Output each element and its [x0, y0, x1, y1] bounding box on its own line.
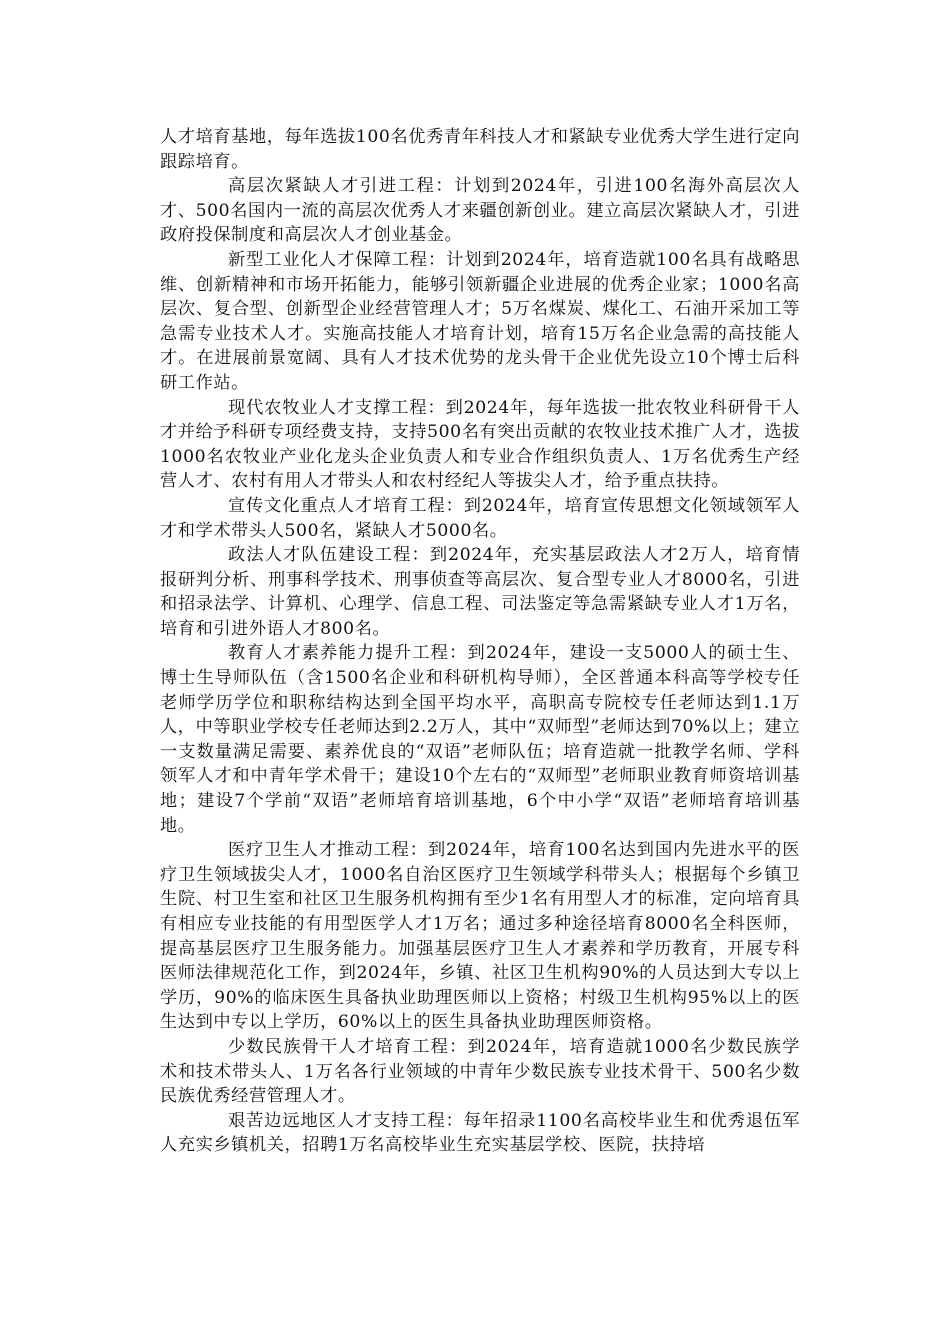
paragraph-remote-area-talent: 艰苦边远地区人才支持工程：每年招录1100名高校毕业生和优秀退伍军人充实乡镇机关，招聘1万名高校毕业生充实基层学校、医院，扶持培 [160, 1110, 800, 1156]
paragraph-modern-agriculture-talent: 现代农牧业人才支撑工程：到2024年，每年选拔一批农牧业科研骨干人才并给予科研专项经费支持，支持500名有突出贡献的农牧业技术推广人才，选拔1000名农牧业产业化龙头企业负责人和专业合作组织负责人、1万名优秀生产经营人才、农村有用人才带头人和农村经纪人等拔尖人才，给予重点扶持。 [160, 397, 800, 492]
paragraph-political-legal-talent: 政法人才队伍建设工程：到2024年，充实基层政法人才2万人，培育情报研判分析、刑事科学技术、刑事侦查等高层次、复合型专业人才8000名，引进和招录法学、计算机、心理学、信息工程、司法鉴定等急需紧缺专业人才1万名，培育和引进外语人才800名。 [160, 545, 800, 639]
paragraph-high-level-talent-introduction: 高层次紧缺人才引进工程：计划到2024年，引进100名海外高层次人才、500名国内一流的高层次优秀人才来疆创新创业。建立高层次紧缺人才，引进政府投保制度和高层次人才创业基金。 [160, 176, 800, 246]
paragraph-ethnic-minority-talent: 少数民族骨干人才培育工程：到2024年，培育造就1000名少数民族学术和技术带头人、1万名各行业领域的中青年少数民族专业技术骨干、500名少数民族优秀经营管理人才。 [160, 1036, 800, 1107]
paragraph-publicity-culture-talent: 宣传文化重点人才培育工程：到2024年，培育宣传思想文化领域领军人才和学术带头人500名，紧缺人才5000名。 [160, 495, 800, 541]
paragraph-education-talent: 教育人才素养能力提升工程：到2024年，建设一支5000人的硕士生、博士生导师队伍（含1500名企业和科研机构导师），全区普通本科高等学校专任老师学历学位和职称结构达到全国平均水平，高职高专院校专任老师达到1.1万人，中等职业学校专任老师达到2.2万人，其中“双师型”老师达到70%以上；建立一支数量满足需要、素养优良的“双语”老师队伍；培育造就一批教学名师、学科领军人才和中青年学术骨干；建设10个左右的“双师型”老师职业教育师资培训基地；建设7个学前“双语”老师培育培训基地，6个中小学“双语”老师培育培训基地。 [160, 643, 800, 836]
paragraph-medical-health-talent: 医疗卫生人才推动工程：到2024年，培育100名达到国内先进水平的医疗卫生领域拔尖人才，1000名自治区医疗卫生领域学科带头人；根据每个乡镇卫生院、村卫生室和社区卫生服务机构拥有至少1名有用型人才的标准，定向培育具有相应专业技能的有用型医学人才1万名；通过多种途径培育8000名全科医师，提高基层医疗卫生服务能力。加强基层医疗卫生人才素养和学历教育，开展专科医师法律规范化工作，到2024年，乡镇、社区卫生机构90%的人员达到大专以上学历，90%的临床医生具备执业助理医师以上资格；村级卫生机构95%以上的医生达到中专以上学历，60%以上的医生具备执业助理医师资格。 [160, 840, 800, 1033]
paragraph-talent-base-continuation: 人才培育基地，每年选拔100名优秀青年科技人才和紧缺专业优秀大学生进行定向跟踪培育。 [160, 127, 800, 172]
document-body [160, 125, 800, 1158]
paragraph-new-industrialization-talent: 新型工业化人才保障工程：计划到2024年，培育造就100名具有战略思维、创新精神和市场开拓能力，能够引领新疆企业进展的优秀企业家；1000名高层次、复合型、创新型企业经营管理人才；5万名煤炭、煤化工、石油开采加工等急需专业技术人才。实施高技能人才培育计划，培育15万名企业急需的高技能人才。在进展前景宽阔、具有人才技术优势的龙头骨干企业优先设立10个博士后科研工作站。 [160, 249, 800, 393]
